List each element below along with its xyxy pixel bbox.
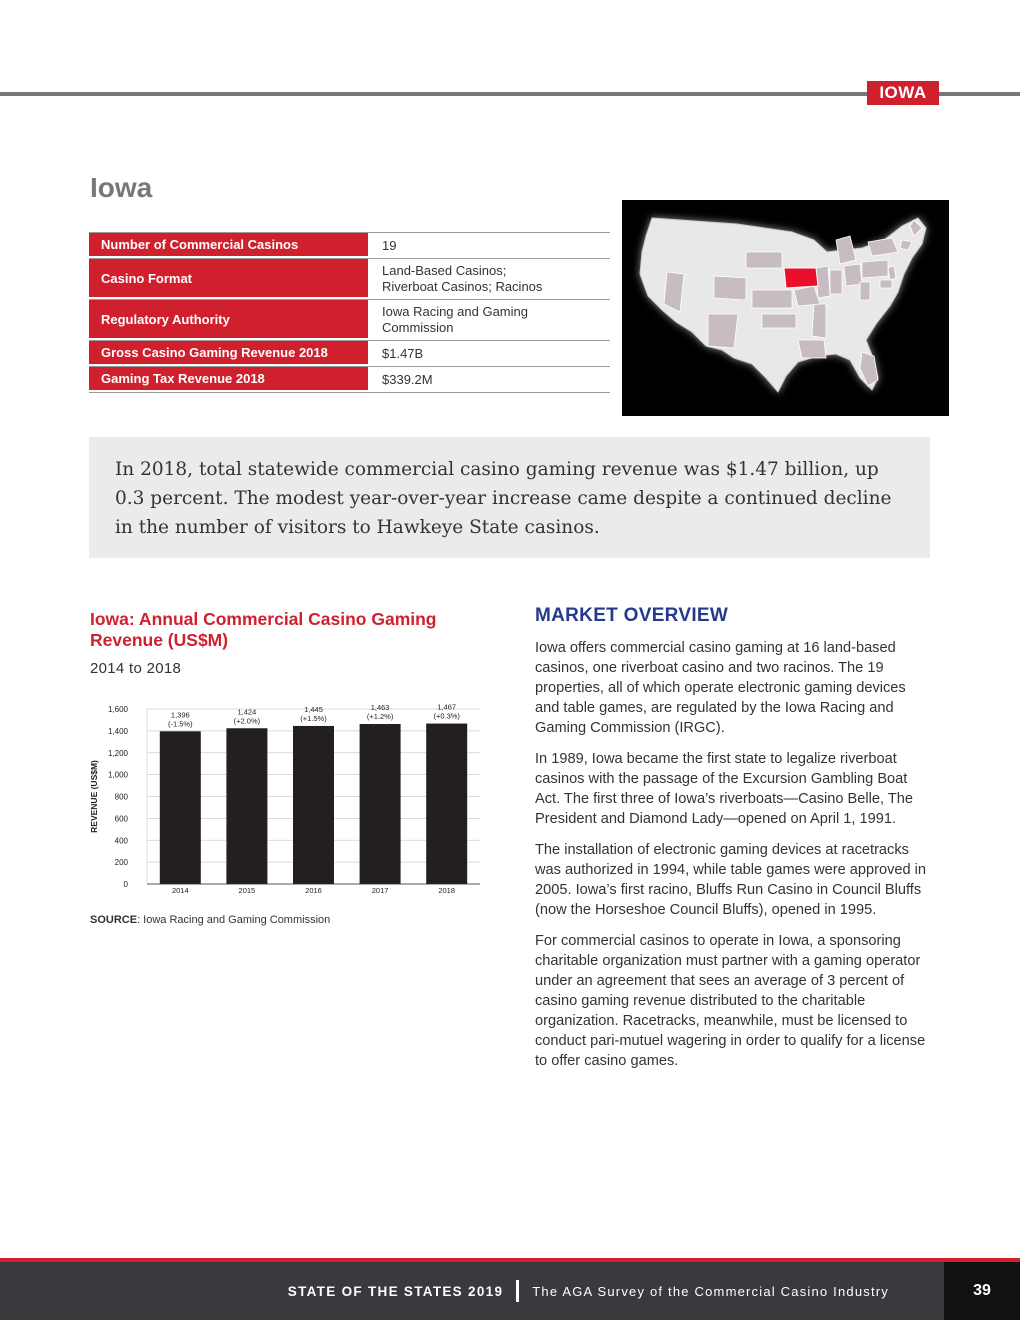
- y-tick-label: 200: [114, 858, 128, 868]
- y-tick-label: 800: [114, 792, 128, 802]
- map-state-pennsylvania: [862, 260, 888, 278]
- fact-value-line: Commission: [382, 320, 454, 335]
- footer-title: STATE OF THE STATES 2019: [287, 1283, 504, 1299]
- y-tick-label: 1,200: [107, 748, 128, 758]
- map-state-michigan: [836, 236, 856, 264]
- footer-text: [0, 1262, 944, 1320]
- fact-row-gross-revenue: [89, 341, 610, 367]
- source-text: : Iowa Racing and Gaming Commission: [137, 914, 331, 926]
- bar: [360, 724, 401, 884]
- y-tick-label: 400: [114, 836, 128, 846]
- fact-value: [368, 341, 610, 366]
- callout-text: In 2018, total statewide commercial casino gaming revenue was $1.47 billion, up 0.3 percent. The modest year-over-year increase came despite a continued decline in the number of visitors to Hawkeye State casinos.: [115, 459, 892, 538]
- map-state-ohio: [844, 264, 862, 286]
- bar: [426, 724, 467, 884]
- map-state-colorado: [714, 276, 746, 300]
- fact-value: [368, 367, 610, 392]
- source-label: SOURCE: [90, 914, 138, 926]
- footer-separator: [516, 1280, 519, 1302]
- x-tick-label: 2018: [438, 886, 456, 895]
- bar: [226, 728, 267, 884]
- map-state-illinois: [816, 266, 830, 298]
- bar-value-label: 1,467: [437, 702, 457, 712]
- x-tick-label: 2014: [171, 886, 189, 895]
- map-state-maryland-delaware: [880, 280, 892, 288]
- chart-title: Iowa: Annual Commercial Casino Gaming Revenue (US$M): [90, 609, 437, 650]
- x-tick-label: 2016: [305, 886, 322, 895]
- chart-subtitle: 2014 to 2018: [90, 660, 182, 677]
- bar-value-label: 1,445: [304, 704, 323, 714]
- fact-value-line: Land-Based Casinos;: [382, 263, 507, 279]
- bar-change-label: (+1.2%): [366, 711, 394, 721]
- map-state-kansas: [752, 290, 792, 308]
- fact-value-line: Iowa Racing and Gaming: [382, 304, 528, 320]
- fact-label: Gaming Tax Revenue 2018: [89, 367, 368, 392]
- revenue-bar-chart: [85, 700, 485, 900]
- body-paragraph: The installation of electronic gaming devices at racetracks was authorized in 1994, while table games were approved in 2005. Iowa’s first racino, Bluffs Run Casino in Council Bluffs (now the Horseshoe Council Bluffs), opened in 1995.: [535, 842, 927, 918]
- map-state-mississippi: [812, 304, 826, 338]
- y-tick-label: 1,000: [107, 770, 128, 780]
- fact-value: [368, 259, 610, 299]
- state-tab: IOWA: [867, 81, 939, 105]
- bar-value-label: 1,463: [370, 702, 390, 712]
- callout-box: [89, 437, 930, 558]
- bar-value-label: 1,396: [170, 710, 190, 720]
- fact-value-text: $339.2M: [382, 371, 433, 387]
- fact-row-casino-count: [89, 232, 610, 259]
- market-overview-heading: MARKET OVERVIEW: [535, 605, 729, 626]
- fact-label: Regulatory Authority: [89, 300, 368, 340]
- fact-label: Gross Casino Gaming Revenue 2018: [89, 341, 368, 366]
- footer-subtitle: The AGA Survey of the Commercial Casino Industry: [532, 1283, 889, 1299]
- body-paragraph: For commercial casinos to operate in Iowa, a sponsoring charitable organization must partner with a gaming operator under an agreement that sees an average of 3 percent of casino gaming revenue distributed to the charitable organization. Racetracks, meanwhile, must be licensed to conduct pari-mutuel wagering in order to qualify for a license to offer casino games.: [535, 933, 926, 1069]
- fact-value-text: $1.47B: [382, 345, 424, 361]
- fact-value: [368, 233, 610, 258]
- fact-value: [368, 300, 610, 340]
- fact-row-tax-revenue: [89, 367, 610, 393]
- y-tick-label: 1,400: [107, 726, 128, 736]
- bar-change-label: (+2.0%): [233, 716, 261, 726]
- fact-row-regulatory-authority: [89, 300, 610, 341]
- bar-change-label: (-1.5%): [168, 719, 193, 729]
- chart-source: [90, 914, 330, 926]
- bar: [160, 731, 201, 884]
- us-map-panel: [622, 200, 949, 416]
- fact-label: Casino Format: [89, 259, 368, 299]
- page-number: 39: [944, 1262, 1020, 1320]
- map-state-indiana: [830, 270, 842, 294]
- map-state-west-virginia: [860, 282, 870, 300]
- fact-label: Number of Commercial Casinos: [89, 233, 368, 258]
- facts-table: [89, 232, 610, 393]
- body-paragraph: Iowa offers commercial casino gaming at 16 land-based casinos, one riverboat casino and two racinos. The 19 properties, all of which operate electronic gaming devices and table games, are regulated by the Iowa Racing and Gaming Commission (IRGC).: [535, 640, 906, 736]
- map-state-oklahoma: [762, 314, 796, 328]
- fact-value-text: 19: [382, 237, 397, 253]
- footer-bar: [0, 1262, 1020, 1320]
- y-tick-label: 600: [114, 814, 128, 824]
- body-paragraph: In 1989, Iowa became the first state to legalize riverboat casinos with the passage of the Excursion Gambling Boat Act. The first three of Iowa’s riverboats—Casino Belle, The President and Diamond Lady—opened on April 1, 1991.: [535, 751, 913, 827]
- bar: [293, 726, 334, 884]
- us-map-icon: [622, 200, 949, 416]
- x-tick-label: 2015: [238, 886, 256, 895]
- map-state-south-dakota: [746, 252, 782, 268]
- bar-value-label: 1,424: [237, 707, 257, 717]
- market-overview-body: [535, 638, 930, 1082]
- fact-row-casino-format: [89, 259, 610, 300]
- bar-change-label: (+1.5%): [300, 713, 327, 723]
- x-tick-label: 2017: [371, 886, 389, 895]
- fact-value-line: Riverboat Casinos; Racinos: [382, 279, 543, 294]
- bar-change-label: (+0.3%): [433, 711, 460, 721]
- map-state-louisiana: [798, 340, 826, 358]
- y-tick-label: 0: [123, 880, 128, 889]
- map-state-new-mexico: [708, 314, 738, 348]
- y-axis-label: REVENUE (US$M): [89, 760, 99, 833]
- map-state-iowa-highlighted: [784, 268, 818, 288]
- page-title: Iowa: [90, 172, 153, 203]
- y-tick-label: 1,600: [107, 705, 128, 714]
